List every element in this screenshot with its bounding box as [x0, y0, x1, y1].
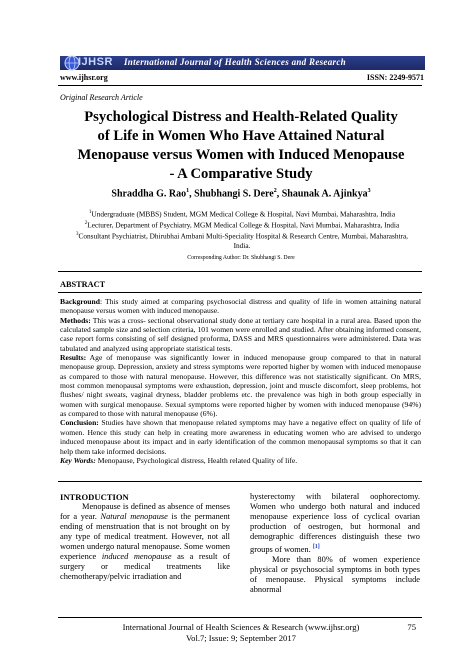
- footer: [58, 622, 424, 644]
- author-sup: 1: [186, 188, 190, 194]
- abstract-bottom-divider: [58, 481, 422, 482]
- abstract-text: : This study aimed at comparing psychosocial distress and quality of life in women attaining natural menopause versus women with induced menopause.: [60, 297, 421, 316]
- author-sup: 2: [273, 188, 277, 194]
- abstract-label: Results:: [60, 353, 87, 363]
- intro-term: induced menopause: [101, 552, 172, 562]
- affiliation-text: Undergraduate (MBBS) Student, MGM Medical College & Hospital, Navi Mumbai, Maharashtra, India: [91, 209, 396, 219]
- abstract-heading: ABSTRACT: [60, 280, 106, 289]
- page-number: 75: [407, 622, 416, 632]
- author-name: Shraddha G. Rao: [111, 188, 187, 200]
- footer-volume: Vol.7; Issue: 9; September 2017: [186, 633, 296, 643]
- affiliation-sup: 1: [88, 210, 92, 215]
- issn: ISSN: 2249-9571: [366, 73, 424, 82]
- journal-url[interactable]: www.ijhsr.org: [60, 73, 108, 82]
- abstract-keywords: [60, 456, 421, 465]
- intro-paragraph: [250, 492, 420, 555]
- abstract-label: Methods:: [60, 315, 91, 325]
- intro-heading: INTRODUCTION: [60, 492, 129, 502]
- abstract-body: [60, 297, 421, 465]
- journal-title: International Journal of Health Sciences and Research: [124, 57, 346, 67]
- title-line: Psychological Distress and Health-Related Quality: [84, 109, 398, 125]
- article-type: Original Research Article: [60, 93, 143, 102]
- abstract-text: Menopause, Psychological distress, Health related Quality of life.: [95, 455, 298, 465]
- abstract-heading-divider: [58, 292, 422, 293]
- citation-link[interactable]: [1]: [312, 544, 320, 551]
- intro-paragraph: [250, 555, 420, 595]
- intro-text: is the permanent ending of menstruation that is not brought on by any type of medical treatment. However, not all women undergo natural menopause. Some women experience: [60, 512, 230, 562]
- title-line: of Life in Women Who Have Attained Natural: [97, 128, 385, 144]
- paper-title: [58, 108, 424, 184]
- abstract-results: [60, 353, 421, 418]
- affiliation-sup: 3: [75, 232, 79, 238]
- journal-logo: [64, 53, 120, 73]
- intro-text: More than 80% of women experience physical or psychosocial symptoms in both types of menopause. Physical symptoms include abnormal: [250, 555, 420, 595]
- abstract-top-divider: [58, 271, 422, 272]
- intro-left-column: [60, 492, 230, 582]
- logo-text: IJHSR: [78, 56, 113, 68]
- affiliation: [72, 230, 412, 251]
- intro-right-column: [250, 492, 420, 595]
- affiliation-text: Lecturer, Department of Psychiatry, MGM Medical College & Hospital, Navi Mumbai, Maharashtra, India: [87, 220, 400, 230]
- title-line: - A Comparative Study: [169, 166, 313, 182]
- abstract-text: This was a cross- sectional observational study done at tertiary care hospital in a rural area. Based upon the calculated sample size and selection criteria, 101 women were enrolled and studied. After obtaining informed consent, case report forms consisting of self designed proforma, DASS and MRS questionnaires were administered. Data was tabulated and analyzed using appropriate statistical tests.: [60, 315, 421, 353]
- affiliations: [72, 208, 412, 251]
- header-divider: [58, 85, 422, 86]
- abstract-text: Age of menopause was significantly lower in induced menopause group compared to that in natural menopause group. Depression, anxiety and stress symptoms were reported higher by women with induced menopause as compared to those with natural menopause. However, this difference was not statistically significant. On MRS, most common menopausal symptoms were exhaustion, depression, joint and muscle discomfort, sleep problems, hot flushes/ night sweats, vaginal dryness, bladder problems etc. the prevalence was high in both group especially in women with surgical menopause. Sexual symptoms were reported higher by women with induced menopause (94%) as compared to those with natural menopause (6%).: [60, 353, 421, 419]
- author-name: Shubhangi S. Dere: [194, 188, 274, 200]
- abstract-label: Background: [60, 297, 100, 306]
- author-name: Shaunak A. Ajinkya: [281, 188, 368, 200]
- abstract-label: Key Words:: [60, 455, 96, 465]
- abstract-conclusion: [60, 418, 421, 455]
- affiliation-text: Consultant Psychiatrist, Dhirubhai Ambani Multi-Speciality Hospital & Research Centre, Mumbai, Maharashtra, India.: [78, 231, 409, 251]
- intro-term: Natural menopause: [100, 512, 168, 522]
- affiliation: [72, 208, 412, 219]
- corresponding-author: Corresponding Author: Dr. Shubhangi S. Dere: [187, 255, 295, 261]
- affiliation-sup: 2: [84, 221, 88, 227]
- affiliation: [72, 219, 412, 230]
- intro-text: hysterectomy with bilateral oophorectomy. Women who undergo both natural and induced menopause experience loss of cyclical ovarian production of oestrogen, but hormonal and demographic differences distinguish these two groups of women.: [250, 492, 420, 555]
- abstract-methods: [60, 316, 421, 353]
- abstract-label: Conclusion:: [60, 418, 99, 428]
- footer-divider: [58, 617, 422, 618]
- footer-journal: International Journal of Health Sciences & Research (www.ijhsr.org): [122, 622, 360, 632]
- intro-paragraph: [60, 502, 230, 582]
- intro-text: Menopause is defined as absence of menses for a year.: [60, 502, 230, 522]
- intro-text: as a result of surgery or medical treatments like chemotherapy/pelvic irradiation and: [60, 552, 230, 582]
- abstract-text: Studies have shown that menopause related symptoms may have a negative effect on quality of life of women. Hence this study can help in creating more awareness in educating women who are advised to undergo induced menopause about its impact and in early identification of the common menopausal symptoms so that it can help them take informed decisions.: [60, 418, 421, 456]
- title-line: Menopause versus Women with Induced Menopause: [77, 147, 405, 163]
- author-list: Shraddha G. Rao$^1$, Shubhangi S. Dere$^2$, Shaunak A. Ajinkya$^3$: [111, 188, 371, 200]
- abstract-background: [60, 297, 421, 316]
- author-sup: 3: [367, 188, 371, 194]
